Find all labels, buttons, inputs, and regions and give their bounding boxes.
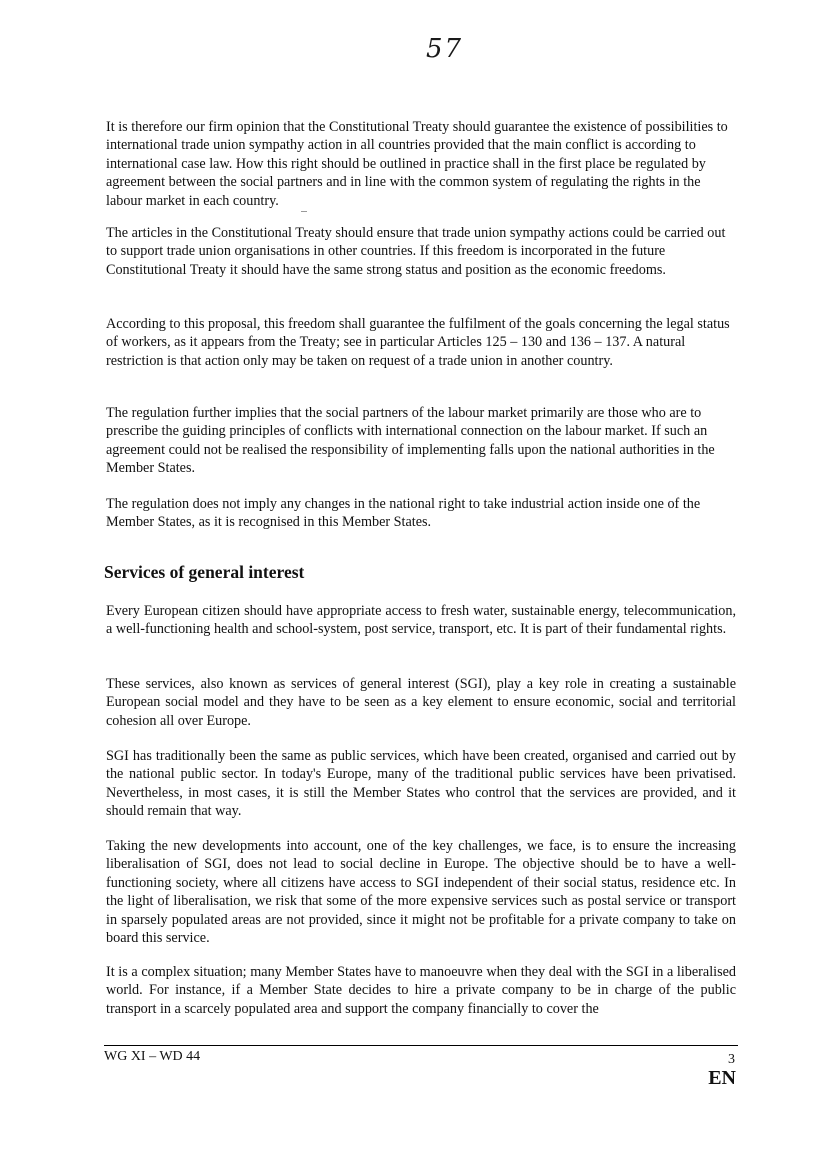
paragraph-2: The articles in the Constitutional Treaty should ensure that trade union sympathy actions could be carried out to support trade union organisations in other countries. If this freedom is incorporated in the future Constitutional Treaty it should have the same strong status and position as the economic freedoms.: [106, 225, 726, 278]
paragraph-3: According to this proposal, this freedom shall guarantee the fulfilment of the goals concerning the legal status of workers, as it appears from the Treaty; see in particular Articles 125 – 130 and 136 – 137. A natural restriction is that action only may be taken on request of a trade union in another country.: [106, 316, 730, 369]
footer-page-number: 3: [728, 1052, 735, 1067]
paragraph-6: Every European citizen should have appropriate access to fresh water, sustainable energy, telecommunication, a well-functioning health and school-system, post service, transport, etc. It is part of their fundamental rights.: [106, 603, 736, 638]
handwritten-page-number: 57: [426, 34, 464, 64]
paragraph-7: These services, also known as services of general interest (SGI), play a key role in creating a sustainable European social model and they have to be seen as a key element to ensure economic, social and territorial cohesion all over Europe.: [106, 676, 736, 729]
footer-language-code: EN: [708, 1067, 736, 1089]
paragraph-9: Taking the new developments into account, one of the key challenges, we face, is to ensure the increasing liberalisation of SGI, does not lead to social decline in Europe. The objective should be to have a well-functioning society, where all citizens have access to SGI independent of their social status, residence etc. In the light of liberalisation, we risk that some of the more expensive services such as postal service or transport in sparsely populated areas are not provided, since it might not be profitable for a private company to take on board this service.: [106, 838, 736, 947]
paragraph-5: The regulation does not imply any changes in the national right to take industrial action inside one of the Member States, as it is recognised in this Member States.: [106, 496, 701, 531]
paragraph-4: The regulation further implies that the social partners of the labour market primarily are those who are to prescribe the guiding principles of conflicts with international connection on the labour market. If such an agreement could not be realised the responsibility of implementing falls upon the national authorities in the Member States.: [106, 405, 715, 477]
stray-mark: [301, 211, 307, 212]
section-heading-services: Services of general interest: [104, 562, 305, 582]
paragraph-8: SGI has traditionally been the same as public services, which have been created, organised and carried out by the national public sector. In today's Europe, many of the traditional public services have been privatised. Nevertheless, in most cases, it is still the Member States who control that the services are provided, and it should remain that way.: [106, 748, 736, 820]
paragraph-10: It is a complex situation; many Member States have to manoeuvre when they deal with the SGI in a liberalised world. For instance, if a Member State decides to hire a private company to be in charge of the public transport in a scarcely populated area and support the company financially to cover the: [106, 964, 736, 1017]
footer-rule: [104, 1045, 738, 1046]
footer-doc-ref: WG XI – WD 44: [104, 1049, 201, 1064]
paragraph-1: It is therefore our firm opinion that the Constitutional Treaty should guarantee the existence of possibilities to international trade union sympathy action in all countries provided that the main conflict is according to international case law. How this right should be outlined in practice shall in the first place be regulated by agreement between the social partners and in line with the common system of regulating the rights in the labour market in each country.: [106, 119, 728, 209]
